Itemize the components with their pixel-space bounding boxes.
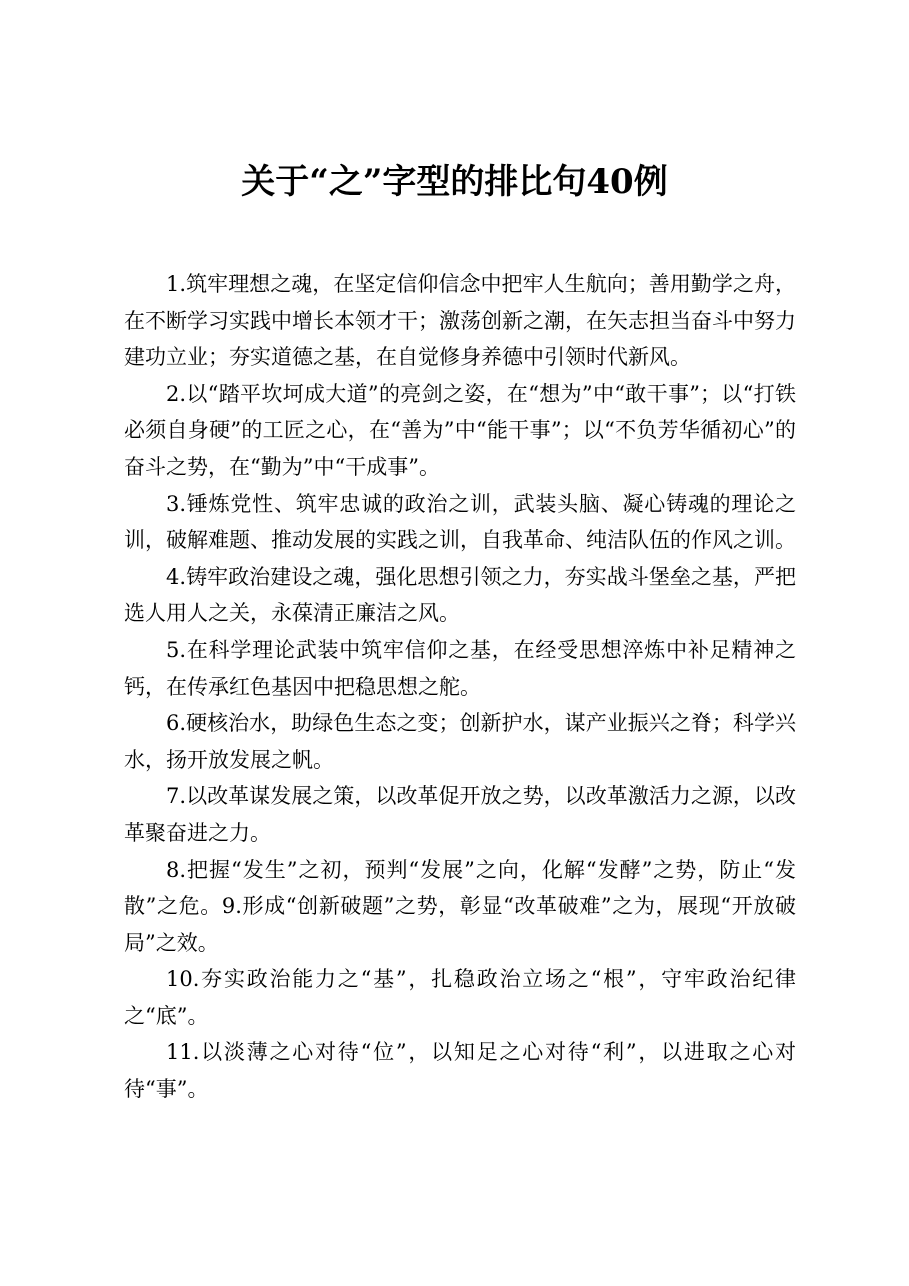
paragraph-2: 2.以“踏平坎坷成大道”的亮剑之姿，在“想为”中“敢干事”；以“打铁必须自身硬”的工匠之心，在“善为”中“能干事”；以“不负芳华循初心”的奋斗之势，在“勤为”中“干成事”。 [124,381,796,479]
document-body [124,266,796,1108]
paragraph-5: 5.在科学理论武装中筑牢信仰之基，在经受思想淬炼中补足精神之钙，在传承红色基因中把稳思想之舵。 [124,637,796,699]
paragraph-4: 4.铸牢政治建设之魂，强化思想引领之力，夯实战斗堡垒之基，严把选人用人之关，永葆清正廉洁之风。 [124,564,796,626]
paragraph-10: 10.夯实政治能力之“基”，扎稳政治立场之“根”，守牢政治纪律之“底”。 [124,967,796,1028]
paragraph-1: 1.筑牢理想之魂，在坚定信仰信念中把牢人生航向；善用勤学之舟，在不断学习实践中增长本领才干；激荡创新之潮，在矢志担当奋斗中努力建功立业；夯实道德之基，在自觉修身养德中引领时代新风。 [124,272,796,370]
paragraph-7: 7.以改革谋发展之策，以改革促开放之势，以改革激活力之源，以改革聚奋进之力。 [124,784,796,845]
document-title: 关于“之”字型的排比句40例 [241,162,668,202]
paragraph-8: 8.把握“发生”之初，预判“发展”之向，化解“发酵”之势，防止“发散”之危。9.形成“创新破题”之势，彰显“改革破难”之为，展现“开放破局”之效。 [124,857,796,955]
paragraph-3: 3.锤炼党性、筑牢忠诚的政治之训，武装头脑、凝心铸魂的理论之训，破解难题、推动发展的实践之训，自我革命、纯洁队伍的作风之训。 [124,491,796,553]
paragraph-6: 6.硬核治水，助绿色生态之变；创新护水，谋产业振兴之脊；科学兴水，扬开放发展之帆。 [124,711,796,772]
paragraph-11: 11.以淡薄之心对待“位”，以知足之心对待“利”，以进取之心对待“事”。 [124,1040,796,1102]
